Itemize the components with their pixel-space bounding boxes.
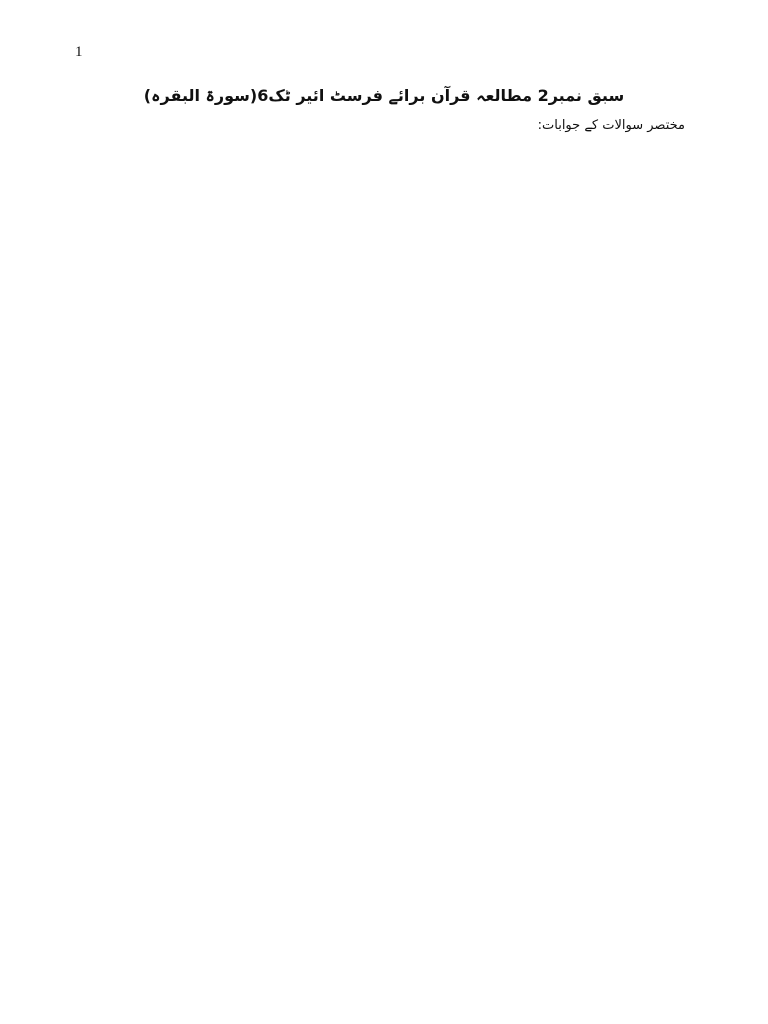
page-number: 1 xyxy=(75,44,83,60)
page-title: سبق نمبر2 مطالعہ قرآن برائے فرسٹ ائیر ٹک6(سورۃ البقرہ) xyxy=(143,86,625,105)
section-subtitle: مختصر سوالات کے جوابات: xyxy=(537,118,685,133)
